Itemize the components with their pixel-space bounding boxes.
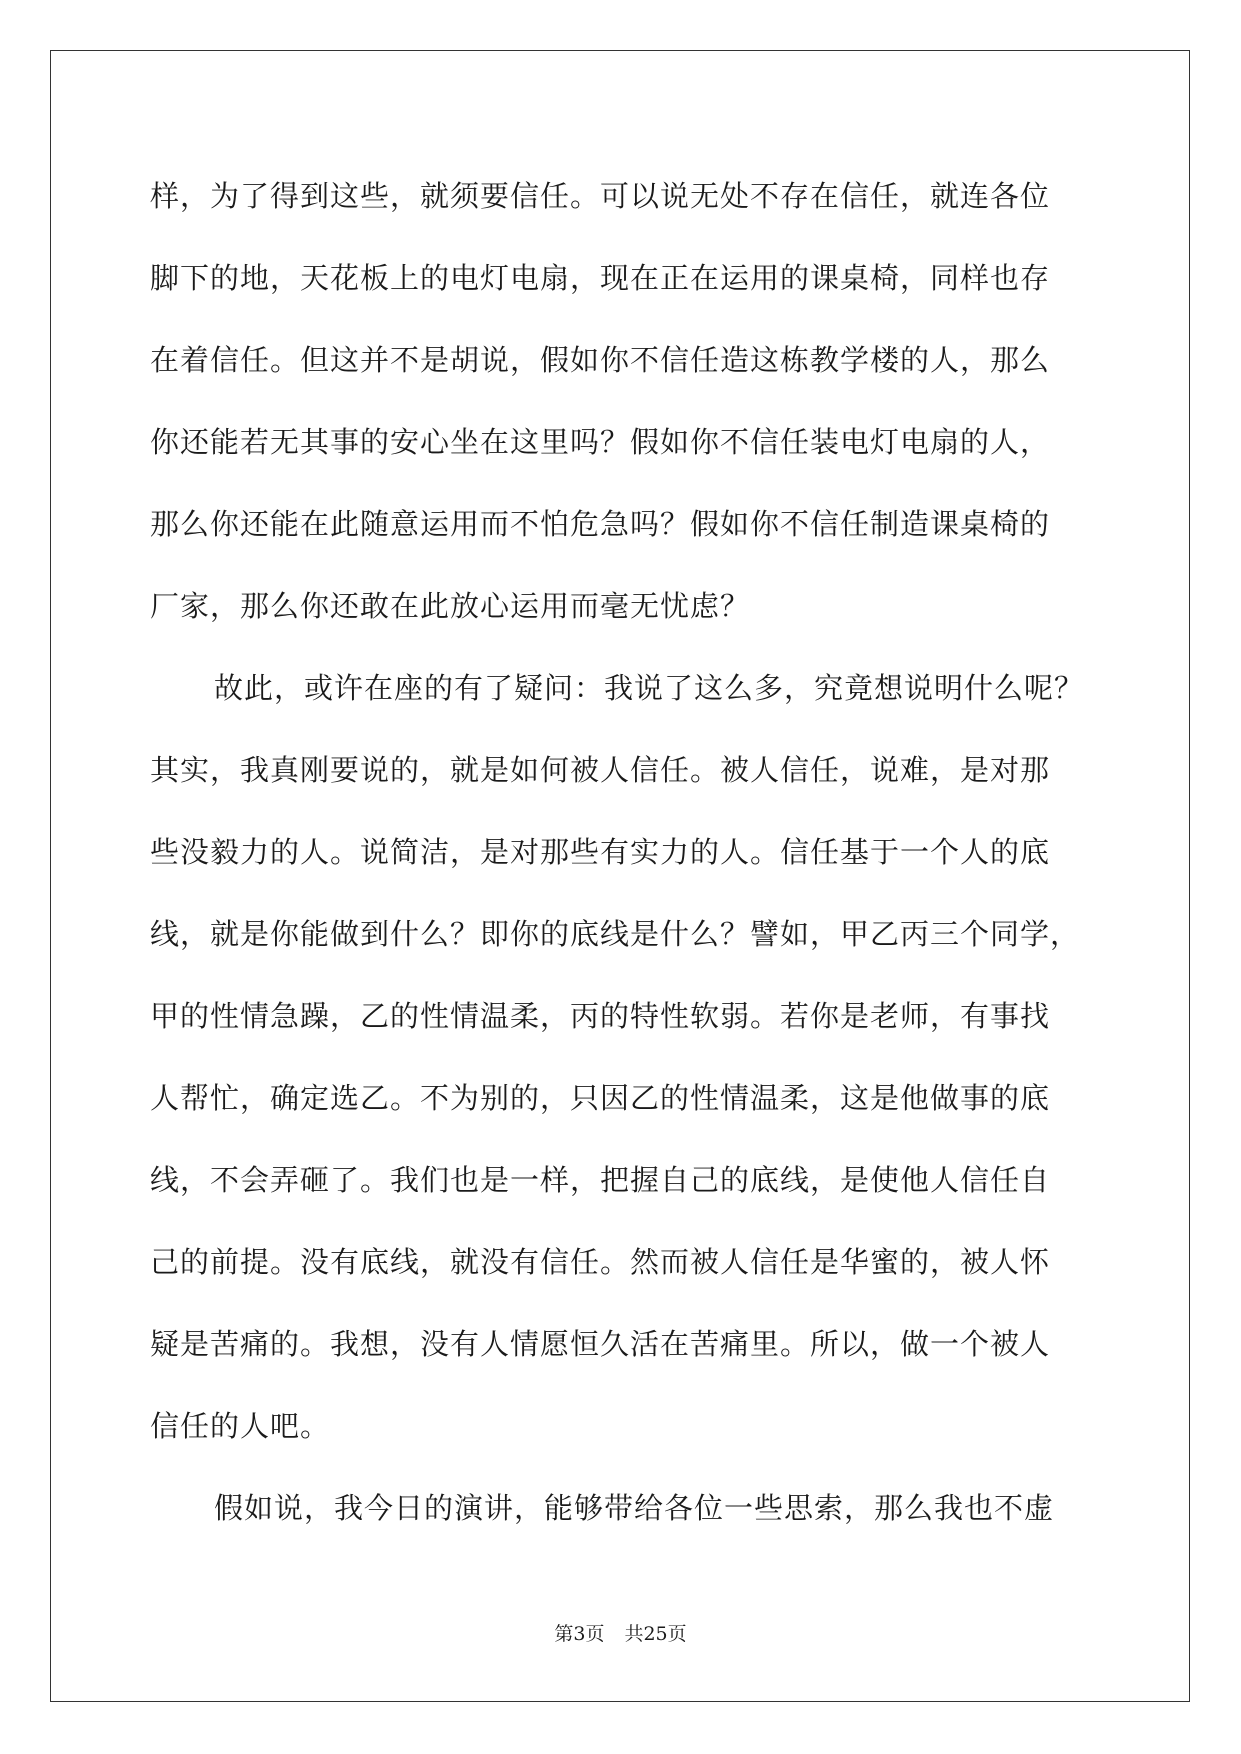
text-line: 脚下的地，天花板上的电灯电扇，现在正在运用的课桌椅，同样也存 bbox=[150, 261, 1051, 295]
text-line: 在着信任。但这并不是胡说，假如你不信任造这栋教学楼的人，那么 bbox=[150, 343, 1051, 377]
text-line: 样，为了得到这些，就须要信任。可以说无处不存在信任，就连各位 bbox=[150, 179, 1051, 213]
text-line: 些没毅力的人。说简洁，是对那些有实力的人。信任基于一个人的底 bbox=[150, 835, 1051, 869]
paragraph-start-line: 故此，或许在座的有了疑问：我说了这么多，究竟想说明什么呢？ bbox=[214, 671, 1085, 705]
text-line: 己的前提。没有底线，就没有信任。然而被人信任是华蜜的，被人怀 bbox=[150, 1245, 1051, 1279]
text-line: 线，不会弄砸了。我们也是一样，把握自己的底线，是使他人信任自 bbox=[150, 1163, 1051, 1197]
text-line: 人帮忙，确定选乙。不为别的，只因乙的性情温柔，这是他做事的底 bbox=[150, 1081, 1051, 1115]
text-line: 疑是苦痛的。我想，没有人情愿恒久活在苦痛里。所以，做一个被人 bbox=[150, 1327, 1051, 1361]
text-line: 信任的人吧。 bbox=[150, 1409, 331, 1443]
page-footer bbox=[0, 1619, 1241, 1646]
page-number: 第3页 bbox=[554, 1623, 605, 1645]
text-line: 甲的性情急躁，乙的性情温柔，丙的特性软弱。若你是老师，有事找 bbox=[150, 999, 1051, 1033]
paragraph-start-line: 假如说，我今日的演讲，能够带给各位一些思索，那么我也不虚 bbox=[214, 1491, 1055, 1525]
text-line: 线，就是你能做到什么？即你的底线是什么？譬如，甲乙丙三个同学， bbox=[150, 917, 1081, 951]
text-line: 厂家，那么你还敢在此放心运用而毫无忧虑？ bbox=[150, 589, 751, 623]
total-pages: 共25页 bbox=[624, 1623, 687, 1645]
document-body bbox=[150, 155, 1095, 1549]
text-line: 其实，我真刚要说的，就是如何被人信任。被人信任，说难，是对那 bbox=[150, 753, 1051, 787]
text-line: 你还能若无其事的安心坐在这里吗？假如你不信任装电灯电扇的人， bbox=[150, 425, 1051, 459]
text-line: 那么你还能在此随意运用而不怕危急吗？假如你不信任制造课桌椅的 bbox=[150, 507, 1051, 541]
